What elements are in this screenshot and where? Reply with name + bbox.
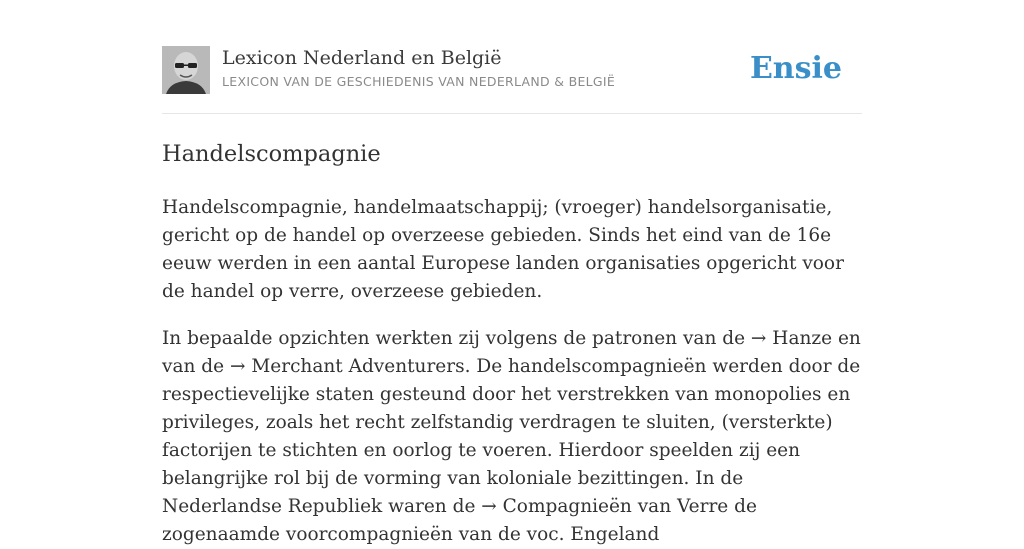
brand-logo[interactable]: Ensie xyxy=(749,51,842,86)
person-photo-icon xyxy=(162,46,210,94)
site-header xyxy=(162,0,862,114)
page xyxy=(162,0,862,549)
article-paragraph: Handelscompagnie, handelmaatschappij; (vroeger) handelsorganisatie, gericht op de handel op overzeese gebieden. Sinds het eind van de 16e eeuw werden in een aantal Europese landen organisaties opgericht voor de handel op verre, overzeese gebieden. xyxy=(162,197,844,302)
article-paragraph: In bepaalde opzichten werkten zij volgens de patronen van de → Hanze en van de → Merchant Adventurers. De handelscompagnieën werden door de respectievelijke staten gesteund door het verstrekken van monopolies en privileges, zoals het recht zelfstandig verdragen te sluiten, (versterkte) factorijen te stichten en oorlog te voeren. Hierdoor speelden zij een belangrijke rol bij de vorming van koloniale bezittingen. In de Nederlandse Republiek waren de → Compagnieën van Verre de zogenaamde voorcompagnieën van de voc. Engeland xyxy=(162,328,861,545)
site-title[interactable]: Lexicon Nederland en België xyxy=(222,47,502,69)
author-avatar[interactable] xyxy=(162,46,210,94)
site-subtitle: LEXICON VAN DE GESCHIEDENIS VAN NEDERLAND & BELGIË xyxy=(222,74,616,89)
article-title: Handelscompagnie xyxy=(162,141,381,167)
